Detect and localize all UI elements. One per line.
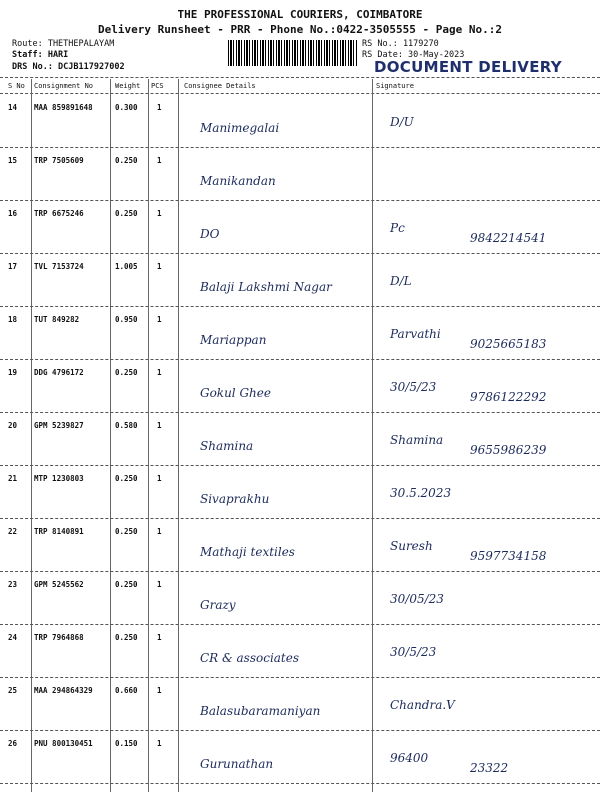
col-header-pcs: PCS — [151, 82, 164, 90]
signature-mark: 30.5.2023 — [390, 486, 452, 500]
pcs-count: 1 — [157, 527, 162, 536]
weight-value: 0.660 — [115, 686, 138, 695]
route-label: Route: THETHEPALAYAM — [12, 39, 115, 49]
pcs-count: 1 — [157, 474, 162, 483]
consignment-number: GPM 5239827 — [34, 421, 84, 430]
phone-number: 9786122292 — [470, 390, 547, 404]
consignee-name: Manikandan — [200, 174, 276, 188]
col-header-signature: Signature — [376, 82, 414, 90]
serial-number: 26 — [8, 739, 18, 748]
consignee-name: DO — [200, 227, 220, 241]
pcs-count: 1 — [157, 315, 162, 324]
pcs-count: 1 — [157, 580, 162, 589]
signature-mark: 30/5/23 — [390, 645, 437, 659]
rs-number: RS No.: 1179270 — [362, 39, 439, 49]
pcs-count: 1 — [157, 686, 162, 695]
serial-number: 14 — [8, 103, 18, 112]
weight-value: 0.250 — [115, 580, 138, 589]
consignee-name: Gurunathan — [200, 757, 274, 771]
table-row — [0, 572, 600, 625]
signature-mark: 30/05/23 — [390, 592, 444, 606]
phone-number: 9842214541 — [470, 231, 547, 245]
signature-mark: Parvathi — [390, 327, 441, 341]
table-row — [0, 625, 600, 678]
table-row — [0, 678, 600, 731]
serial-number: 23 — [8, 580, 18, 589]
signature-mark: Chandra.V — [390, 698, 455, 712]
consignment-number: MAA 859891648 — [34, 103, 93, 112]
pcs-count: 1 — [157, 262, 162, 271]
runsheet-title: Delivery Runsheet - PRR - Phone No.:0422-3505555 - Page No.:2 — [98, 23, 502, 36]
pcs-count: 1 — [157, 739, 162, 748]
pcs-count: 1 — [157, 103, 162, 112]
signature-mark: Pc — [390, 221, 405, 235]
weight-value: 0.580 — [115, 421, 138, 430]
serial-number: 15 — [8, 156, 18, 165]
header-top-rule — [0, 77, 600, 78]
serial-number: 16 — [8, 209, 18, 218]
document-delivery-stamp: DOCUMENT DELIVERY — [374, 58, 562, 76]
serial-number: 25 — [8, 686, 18, 695]
row-divider — [0, 783, 600, 784]
consignment-number: TRP 8140891 — [34, 527, 84, 536]
consignee-name: Gokul Ghee — [200, 386, 271, 400]
rs-date: RS Date: 30-May-2023 — [362, 50, 465, 60]
pcs-count: 1 — [157, 209, 162, 218]
pcs-count: 1 — [157, 633, 162, 642]
consignment-number: MAA 294864329 — [34, 686, 93, 695]
barcode-image — [228, 40, 358, 66]
phone-number: 9025665183 — [470, 337, 547, 351]
weight-value: 1.005 — [115, 262, 138, 271]
table-row — [0, 413, 600, 466]
weight-value: 0.250 — [115, 527, 138, 536]
serial-number: 17 — [8, 262, 18, 271]
pcs-count: 1 — [157, 368, 162, 377]
phone-number: 23322 — [470, 761, 509, 775]
table-row — [0, 201, 600, 254]
table-row — [0, 307, 600, 360]
consignment-number: PNU 800130451 — [34, 739, 93, 748]
consignee-name: Sivaprakhu — [200, 492, 270, 506]
table-row — [0, 360, 600, 413]
col-header-consignee: Consignee Details — [184, 82, 256, 90]
serial-number: 20 — [8, 421, 18, 430]
serial-number: 18 — [8, 315, 18, 324]
consignee-name: Mathaji textiles — [200, 545, 295, 559]
signature-mark: D/L — [390, 274, 412, 288]
table-row — [0, 148, 600, 201]
consignment-number: TRP 6675246 — [34, 209, 84, 218]
serial-number: 21 — [8, 474, 18, 483]
consignment-number: TVL 7153724 — [34, 262, 84, 271]
weight-value: 0.250 — [115, 156, 138, 165]
col-header-weight: Weight — [115, 82, 141, 90]
table-row — [0, 731, 600, 784]
table-row — [0, 466, 600, 519]
consignee-name: Manimegalai — [200, 121, 280, 135]
weight-value: 0.300 — [115, 103, 138, 112]
consignee-name: Grazy — [200, 598, 236, 612]
serial-number: 24 — [8, 633, 18, 642]
weight-value: 0.250 — [115, 474, 138, 483]
consignment-number: GPM 5245562 — [34, 580, 84, 589]
phone-number: 9655986239 — [470, 443, 547, 457]
signature-mark: 30/5/23 — [390, 380, 437, 394]
table-row — [0, 254, 600, 307]
weight-value: 0.250 — [115, 209, 138, 218]
signature-mark: D/U — [390, 115, 414, 129]
signature-mark: Shamina — [390, 433, 444, 447]
weight-value: 0.150 — [115, 739, 138, 748]
weight-value: 0.950 — [115, 315, 138, 324]
serial-number: 22 — [8, 527, 18, 536]
consignment-number: TRP 7964868 — [34, 633, 84, 642]
col-header-consignment: Consignment No — [34, 82, 94, 90]
consignee-name: CR & associates — [200, 651, 300, 665]
consignee-name: Mariappan — [200, 333, 267, 347]
table-row — [0, 519, 600, 572]
phone-number: 9597734158 — [470, 549, 547, 563]
consignee-name: Balasubaramaniyan — [200, 704, 321, 718]
consignment-number: MTP 1230803 — [34, 474, 84, 483]
col-header-sno: S No — [8, 82, 25, 90]
company-name: THE PROFESSIONAL COURIERS, COIMBATORE — [177, 8, 423, 21]
header-bottom-rule — [0, 93, 600, 94]
serial-number: 19 — [8, 368, 18, 377]
table-row — [0, 95, 600, 148]
drs-number: DRS No.: DCJB117927002 — [12, 62, 125, 72]
consignment-number: TRP 7505609 — [34, 156, 84, 165]
consignee-name: Shamina — [200, 439, 254, 453]
signature-mark: 96400 — [390, 751, 429, 765]
consignment-number: DDG 4796172 — [34, 368, 84, 377]
pcs-count: 1 — [157, 156, 162, 165]
pcs-count: 1 — [157, 421, 162, 430]
staff-label: Staff: HARI — [12, 50, 69, 60]
consignment-number: TUT 849282 — [34, 315, 80, 324]
signature-mark: Suresh — [390, 539, 433, 553]
weight-value: 0.250 — [115, 633, 138, 642]
weight-value: 0.250 — [115, 368, 138, 377]
consignee-name: Balaji Lakshmi Nagar — [200, 280, 332, 294]
